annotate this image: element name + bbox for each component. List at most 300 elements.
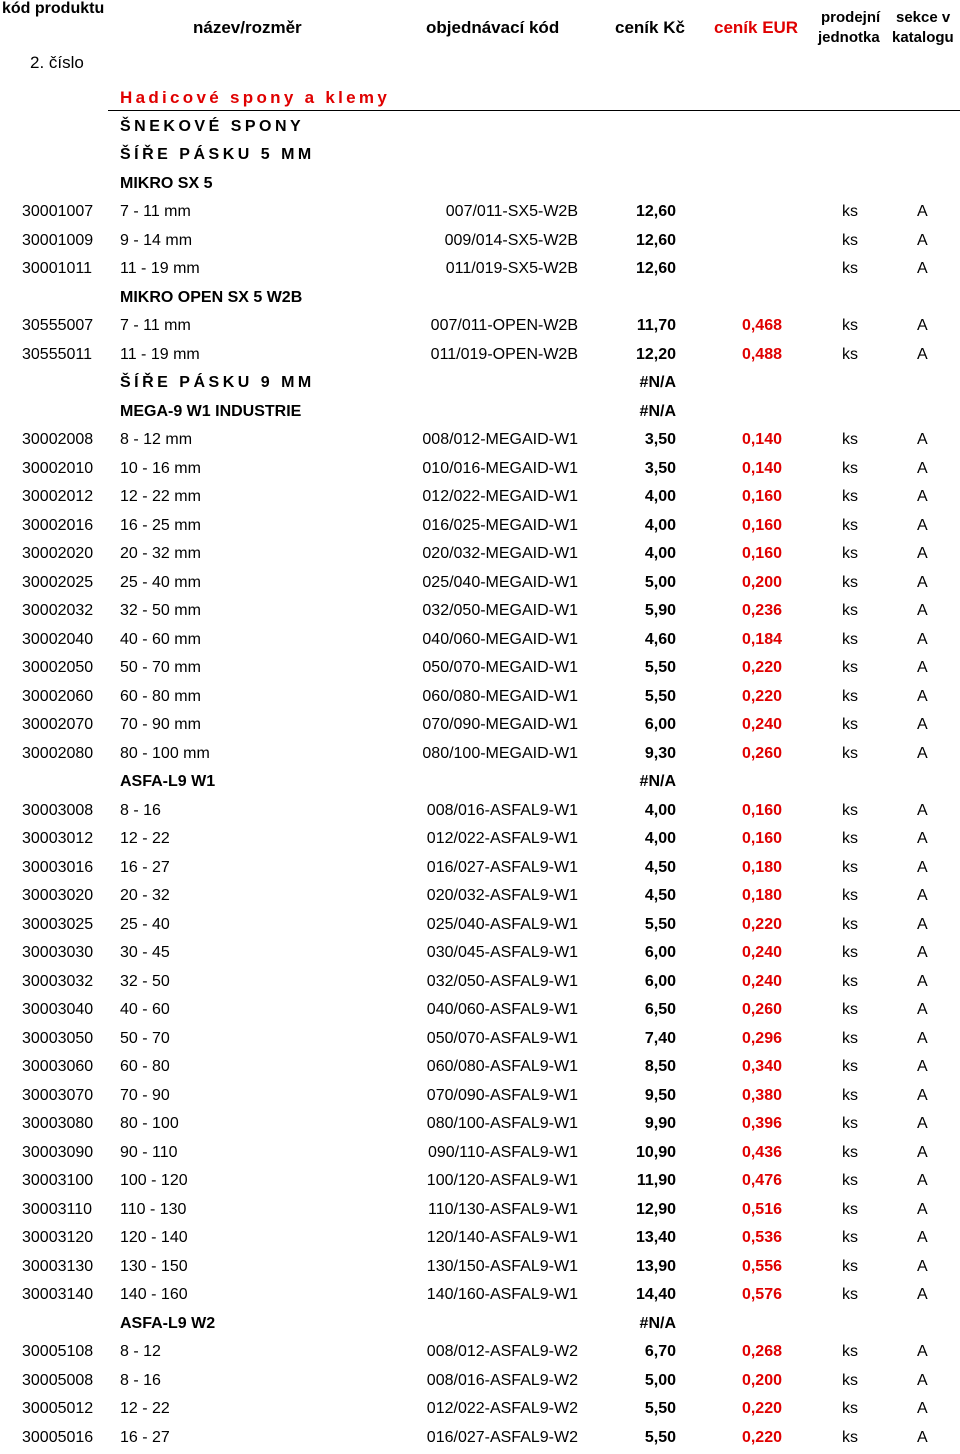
product-code: 30003090 xyxy=(22,1143,94,1161)
product-code: 30003110 xyxy=(22,1200,92,1218)
product-code: 30002020 xyxy=(22,545,94,563)
catalog-section: A xyxy=(917,1086,928,1104)
product-size: 11 - 19 mm xyxy=(120,260,200,278)
price-czk: 13,90 xyxy=(635,1257,676,1275)
catalog-section: A xyxy=(917,1371,928,1389)
subheading-row xyxy=(0,284,960,313)
order-code: 007/011-SX5-W2B xyxy=(445,203,578,221)
product-size: 12 - 22 xyxy=(120,830,170,848)
na-value: #N/A xyxy=(639,1314,676,1332)
sales-unit: ks xyxy=(842,858,858,876)
product-code: 30003030 xyxy=(22,944,94,962)
product-code: 30002032 xyxy=(22,602,94,620)
catalog-section: A xyxy=(917,345,928,363)
price-eur: 0,296 xyxy=(741,1029,782,1047)
catalog-section: A xyxy=(917,1115,928,1133)
product-code: 30003100 xyxy=(22,1172,94,1190)
subheading-title: ASFA-L9 W1 xyxy=(120,773,216,791)
price-czk: 4,00 xyxy=(644,488,676,506)
product-size: 50 - 70 xyxy=(120,1029,170,1047)
price-eur: 0,140 xyxy=(741,459,782,477)
catalog-section: A xyxy=(917,1029,928,1047)
order-code: 007/011-OPEN-W2B xyxy=(430,317,578,335)
price-eur: 0,556 xyxy=(741,1257,782,1275)
sales-unit: ks xyxy=(842,1058,858,1076)
table-row xyxy=(0,455,960,484)
table-row xyxy=(0,683,960,712)
product-size: 60 - 80 mm xyxy=(120,687,201,705)
product-size: 110 - 130 xyxy=(120,1200,187,1218)
price-czk: 3,50 xyxy=(644,431,676,449)
header-catalog-section-2: katalogu xyxy=(892,29,954,46)
catalog-section: A xyxy=(917,488,928,506)
product-code: 30002008 xyxy=(22,431,94,449)
catalog-section: A xyxy=(917,659,928,677)
sales-unit: ks xyxy=(842,887,858,905)
subheading-title: MIKRO OPEN SX 5 W2B xyxy=(120,288,303,306)
price-eur: 0,180 xyxy=(741,887,782,905)
catalog-section: A xyxy=(917,858,928,876)
order-code: 060/080-ASFAL9-W1 xyxy=(426,1058,578,1076)
price-czk: 12,60 xyxy=(635,231,676,249)
sales-unit: ks xyxy=(842,1086,858,1104)
product-code: 30003060 xyxy=(22,1058,94,1076)
product-size: 10 - 16 mm xyxy=(120,459,201,477)
order-code: 016/027-ASFAL9-W2 xyxy=(426,1428,578,1446)
price-czk: 4,00 xyxy=(644,516,676,534)
price-eur: 0,260 xyxy=(741,1001,782,1019)
table-row xyxy=(0,255,960,284)
sales-unit: ks xyxy=(842,573,858,591)
product-code: 30003080 xyxy=(22,1115,94,1133)
sales-unit: ks xyxy=(842,1001,858,1019)
catalog-section: A xyxy=(917,573,928,591)
table-row xyxy=(0,312,960,341)
sales-unit: ks xyxy=(842,488,858,506)
price-czk: 6,00 xyxy=(644,972,676,990)
product-size: 20 - 32 mm xyxy=(120,545,201,563)
header-price-eur: ceník EUR xyxy=(714,18,799,37)
catalog-section: A xyxy=(917,231,928,249)
order-code: 025/040-MEGAID-W1 xyxy=(422,573,578,591)
product-code: 30005008 xyxy=(22,1371,94,1389)
sales-unit: ks xyxy=(842,516,858,534)
table-row xyxy=(0,1338,960,1367)
order-code: 020/032-MEGAID-W1 xyxy=(422,545,578,563)
product-code: 30001011 xyxy=(22,260,92,278)
price-czk: 6,70 xyxy=(644,1343,676,1361)
catalog-section: A xyxy=(917,1286,928,1304)
price-czk: 11,70 xyxy=(636,317,676,335)
catalog-section: A xyxy=(917,630,928,648)
price-eur: 0,240 xyxy=(741,972,782,990)
product-size: 25 - 40 mm xyxy=(120,573,201,591)
subheading-title: MEGA-9 W1 INDUSTRIE xyxy=(120,402,302,420)
price-czk: 12,20 xyxy=(635,345,676,363)
product-code: 30002016 xyxy=(22,516,94,534)
catalog-section: A xyxy=(917,431,928,449)
product-size: 70 - 90 mm xyxy=(120,716,201,734)
product-code: 30003120 xyxy=(22,1229,94,1247)
catalog-section: A xyxy=(917,1143,928,1161)
sales-unit: ks xyxy=(842,972,858,990)
order-code: 080/100-ASFAL9-W1 xyxy=(426,1115,578,1133)
order-code: 130/150-ASFAL9-W1 xyxy=(426,1257,578,1275)
order-code: 060/080-MEGAID-W1 xyxy=(422,687,578,705)
product-size: 25 - 40 xyxy=(120,915,170,933)
order-code: 025/040-ASFAL9-W1 xyxy=(426,915,578,933)
catalog-section: A xyxy=(917,1428,928,1446)
product-code: 30003140 xyxy=(22,1286,94,1304)
section-title: Hadicové spony a klemy xyxy=(120,88,391,108)
price-eur: 0,468 xyxy=(741,317,782,335)
product-code: 30001007 xyxy=(22,203,94,221)
price-czk: 12,60 xyxy=(635,203,676,221)
catalog-section: A xyxy=(917,1257,928,1275)
catalog-section: A xyxy=(917,1058,928,1076)
product-code: 30003025 xyxy=(22,915,94,933)
product-size: 70 - 90 xyxy=(120,1086,170,1104)
sales-unit: ks xyxy=(842,915,858,933)
catalog-section: A xyxy=(917,1001,928,1019)
product-size: 16 - 27 xyxy=(120,858,170,876)
order-code: 008/016-ASFAL9-W1 xyxy=(426,801,578,819)
product-size: 16 - 25 mm xyxy=(120,516,201,534)
sales-unit: ks xyxy=(842,1257,858,1275)
order-code: 020/032-ASFAL9-W1 xyxy=(426,887,578,905)
product-code: 30003012 xyxy=(22,830,94,848)
order-code: 012/022-MEGAID-W1 xyxy=(422,488,578,506)
price-czk: 14,40 xyxy=(635,1286,676,1304)
sales-unit: ks xyxy=(842,687,858,705)
price-eur: 0,488 xyxy=(741,345,782,363)
product-code: 30555011 xyxy=(22,345,92,363)
price-eur: 0,184 xyxy=(741,630,782,648)
product-code: 30002025 xyxy=(22,573,94,591)
heading-title: ŠÍŘE PÁSKU 9 MM xyxy=(120,374,315,392)
sales-unit: ks xyxy=(842,1229,858,1247)
product-size: 8 - 16 xyxy=(120,1371,161,1389)
product-code: 30002050 xyxy=(22,659,94,677)
section-row xyxy=(0,84,960,113)
price-czk: 9,90 xyxy=(644,1115,676,1133)
catalog-section: A xyxy=(917,1229,928,1247)
product-code: 30005012 xyxy=(22,1400,94,1418)
sales-unit: ks xyxy=(842,716,858,734)
price-czk: 4,00 xyxy=(644,545,676,563)
product-code: 30003016 xyxy=(22,858,94,876)
price-czk: 6,00 xyxy=(644,944,676,962)
table-row xyxy=(0,711,960,740)
table-row xyxy=(0,512,960,541)
sales-unit: ks xyxy=(842,545,858,563)
order-code: 030/045-ASFAL9-W1 xyxy=(426,944,578,962)
sales-unit: ks xyxy=(842,1286,858,1304)
product-size: 90 - 110 xyxy=(120,1143,178,1161)
catalog-section: A xyxy=(917,1400,928,1418)
table-row xyxy=(0,1395,960,1424)
subheading-title: MIKRO SX 5 xyxy=(120,174,213,192)
table-row xyxy=(0,626,960,655)
product-size: 140 - 160 xyxy=(120,1286,188,1304)
product-size: 80 - 100 mm xyxy=(120,744,210,762)
price-czk: 4,50 xyxy=(644,887,676,905)
na-value: #N/A xyxy=(639,402,676,420)
sales-unit: ks xyxy=(842,1400,858,1418)
product-size: 30 - 45 xyxy=(120,944,170,962)
table-row xyxy=(0,1025,960,1054)
price-czk: 4,00 xyxy=(644,830,676,848)
price-eur: 0,220 xyxy=(741,687,782,705)
sales-unit: ks xyxy=(842,1200,858,1218)
price-czk: 5,50 xyxy=(644,659,676,677)
heading-title: ŠÍŘE PÁSKU 5 MM xyxy=(120,146,315,164)
header-sales-unit-1: prodejní xyxy=(821,9,881,26)
order-code: 090/110-ASFAL9-W1 xyxy=(427,1143,578,1161)
table-row xyxy=(0,1167,960,1196)
product-code: 30002070 xyxy=(22,716,94,734)
order-code: 080/100-MEGAID-W1 xyxy=(422,744,578,762)
price-eur: 0,476 xyxy=(741,1172,782,1190)
product-size: 11 - 19 mm xyxy=(120,345,200,363)
catalog-section: A xyxy=(917,944,928,962)
sales-unit: ks xyxy=(842,260,858,278)
product-code: 30002040 xyxy=(22,630,94,648)
sales-unit: ks xyxy=(842,1115,858,1133)
table-row xyxy=(0,1281,960,1310)
price-czk: 5,00 xyxy=(644,573,676,591)
order-code: 120/140-ASFAL9-W1 xyxy=(426,1229,578,1247)
catalog-section: A xyxy=(917,887,928,905)
catalog-section: A xyxy=(917,459,928,477)
price-eur: 0,220 xyxy=(741,1428,782,1446)
subheading-row xyxy=(0,170,960,199)
price-eur: 0,220 xyxy=(741,659,782,677)
table-row xyxy=(0,797,960,826)
price-czk: 10,90 xyxy=(635,1143,676,1161)
sales-unit: ks xyxy=(842,431,858,449)
price-eur: 0,180 xyxy=(741,858,782,876)
catalog-section: A xyxy=(917,260,928,278)
table-row xyxy=(0,341,960,370)
order-code: 050/070-MEGAID-W1 xyxy=(422,659,578,677)
order-code: 070/090-MEGAID-W1 xyxy=(422,716,578,734)
catalog-section: A xyxy=(917,1172,928,1190)
catalog-section: A xyxy=(917,801,928,819)
price-eur: 0,160 xyxy=(741,545,782,563)
order-code: 032/050-MEGAID-W1 xyxy=(422,602,578,620)
table-row xyxy=(0,198,960,227)
table-row xyxy=(0,1367,960,1396)
product-size: 100 - 120 xyxy=(120,1172,188,1190)
catalog-section: A xyxy=(917,602,928,620)
order-code: 008/012-MEGAID-W1 xyxy=(422,431,578,449)
price-eur: 0,140 xyxy=(741,431,782,449)
header-name-size: název/rozměr xyxy=(193,18,302,37)
order-code: 040/060-MEGAID-W1 xyxy=(422,630,578,648)
product-size: 130 - 150 xyxy=(120,1257,188,1275)
sales-unit: ks xyxy=(842,801,858,819)
product-size: 40 - 60 mm xyxy=(120,630,201,648)
subheading-row xyxy=(0,768,960,797)
sales-unit: ks xyxy=(842,630,858,648)
price-czk: 5,50 xyxy=(644,915,676,933)
price-eur: 0,516 xyxy=(741,1200,782,1218)
table-row xyxy=(0,1424,960,1453)
order-code: 070/090-ASFAL9-W1 xyxy=(426,1086,578,1104)
product-size: 8 - 12 xyxy=(120,1343,161,1361)
product-size: 16 - 27 xyxy=(120,1428,170,1446)
order-code: 032/050-ASFAL9-W1 xyxy=(426,972,578,990)
table-row xyxy=(0,540,960,569)
product-code: 30002060 xyxy=(22,687,94,705)
catalog-section: A xyxy=(917,744,928,762)
header-price-czk: ceník Kč xyxy=(615,18,685,37)
product-code: 30005108 xyxy=(22,1343,94,1361)
table-row xyxy=(0,1253,960,1282)
product-code: 30003008 xyxy=(22,801,94,819)
price-czk: 6,50 xyxy=(644,1001,676,1019)
sales-unit: ks xyxy=(842,317,858,335)
product-code: 30003130 xyxy=(22,1257,94,1275)
product-code: 30003040 xyxy=(22,1001,94,1019)
product-size: 60 - 80 xyxy=(120,1058,170,1076)
price-czk: 4,50 xyxy=(644,858,676,876)
catalog-section: A xyxy=(917,203,928,221)
table-header xyxy=(0,0,960,84)
product-size: 120 - 140 xyxy=(120,1229,188,1247)
sales-unit: ks xyxy=(842,345,858,363)
catalog-section: A xyxy=(917,516,928,534)
catalog-section: A xyxy=(917,915,928,933)
price-czk: 4,00 xyxy=(644,801,676,819)
price-eur: 0,576 xyxy=(741,1286,782,1304)
table-row xyxy=(0,882,960,911)
product-size: 50 - 70 mm xyxy=(120,659,201,677)
order-code: 008/012-ASFAL9-W2 xyxy=(426,1343,578,1361)
product-size: 8 - 12 mm xyxy=(120,431,193,449)
price-table xyxy=(0,84,960,1452)
price-czk: 9,50 xyxy=(644,1086,676,1104)
sales-unit: ks xyxy=(842,1172,858,1190)
price-czk: 5,50 xyxy=(644,1400,676,1418)
product-size: 7 - 11 mm xyxy=(120,203,191,221)
table-row xyxy=(0,740,960,769)
product-code: 30555007 xyxy=(22,317,94,335)
price-czk: 8,50 xyxy=(644,1058,676,1076)
product-code: 30005016 xyxy=(22,1428,94,1446)
price-czk: 13,40 xyxy=(635,1229,676,1247)
product-code: 30003020 xyxy=(22,887,94,905)
sales-unit: ks xyxy=(842,1343,858,1361)
table-row xyxy=(0,825,960,854)
product-size: 12 - 22 xyxy=(120,1400,170,1418)
table-row xyxy=(0,426,960,455)
price-eur: 0,396 xyxy=(741,1115,782,1133)
table-row xyxy=(0,1196,960,1225)
table-row xyxy=(0,968,960,997)
table-row xyxy=(0,939,960,968)
price-eur: 0,436 xyxy=(741,1143,782,1161)
sales-unit: ks xyxy=(842,231,858,249)
sales-unit: ks xyxy=(842,830,858,848)
catalog-section: A xyxy=(917,972,928,990)
table-row xyxy=(0,854,960,883)
sales-unit: ks xyxy=(842,659,858,677)
heading-row xyxy=(0,113,960,142)
sales-unit: ks xyxy=(842,744,858,762)
price-czk: 3,50 xyxy=(644,459,676,477)
price-eur: 0,160 xyxy=(741,801,782,819)
product-size: 20 - 32 xyxy=(120,887,170,905)
product-size: 32 - 50 xyxy=(120,972,170,990)
price-eur: 0,268 xyxy=(741,1343,782,1361)
header-product-code: kód produktu xyxy=(2,0,105,17)
order-code: 140/160-ASFAL9-W1 xyxy=(426,1286,578,1304)
header-catalog-section-1: sekce v xyxy=(896,9,951,26)
table-row xyxy=(0,911,960,940)
sales-unit: ks xyxy=(842,1029,858,1047)
product-code: 30002080 xyxy=(22,744,94,762)
price-czk: 11,90 xyxy=(636,1172,676,1190)
price-czk: 7,40 xyxy=(644,1029,676,1047)
table-row xyxy=(0,654,960,683)
heading-title: ŠNEKOVÉ SPONY xyxy=(120,117,305,135)
product-size: 12 - 22 mm xyxy=(120,488,201,506)
price-eur: 0,160 xyxy=(741,488,782,506)
catalog-section: A xyxy=(917,687,928,705)
catalog-section: A xyxy=(917,716,928,734)
catalog-section: A xyxy=(917,830,928,848)
table-row xyxy=(0,996,960,1025)
table-row xyxy=(0,1053,960,1082)
price-eur: 0,340 xyxy=(741,1058,782,1076)
heading-row xyxy=(0,369,960,398)
price-czk: 5,50 xyxy=(644,1428,676,1446)
order-code: 012/022-ASFAL9-W1 xyxy=(426,830,578,848)
price-eur: 0,160 xyxy=(741,830,782,848)
product-size: 80 - 100 xyxy=(120,1115,179,1133)
product-size: 9 - 14 mm xyxy=(120,231,193,249)
price-eur: 0,220 xyxy=(741,1400,782,1418)
price-eur: 0,240 xyxy=(741,716,782,734)
catalog-section: A xyxy=(917,1343,928,1361)
order-code: 050/070-ASFAL9-W1 xyxy=(426,1029,578,1047)
order-code: 011/019-OPEN-W2B xyxy=(430,345,578,363)
product-size: 7 - 11 mm xyxy=(120,317,191,335)
order-code: 100/120-ASFAL9-W1 xyxy=(426,1172,578,1190)
table-row xyxy=(0,1139,960,1168)
sales-unit: ks xyxy=(842,1428,858,1446)
price-eur: 0,380 xyxy=(741,1086,782,1104)
order-code: 016/027-ASFAL9-W1 xyxy=(426,858,578,876)
price-eur: 0,236 xyxy=(741,602,782,620)
order-code: 009/014-SX5-W2B xyxy=(444,231,578,249)
price-eur: 0,160 xyxy=(741,516,782,534)
product-code: 30003070 xyxy=(22,1086,94,1104)
price-eur: 0,200 xyxy=(741,1371,782,1389)
table-row xyxy=(0,227,960,256)
product-code: 30002012 xyxy=(22,488,94,506)
subheading-row xyxy=(0,398,960,427)
price-czk: 4,60 xyxy=(644,630,676,648)
subheading-title: ASFA-L9 W2 xyxy=(120,1314,216,1332)
table-row xyxy=(0,1110,960,1139)
order-code: 110/130-ASFAL9-W1 xyxy=(427,1200,578,1218)
sales-unit: ks xyxy=(842,602,858,620)
product-size: 8 - 16 xyxy=(120,801,161,819)
price-czk: 5,00 xyxy=(644,1371,676,1389)
